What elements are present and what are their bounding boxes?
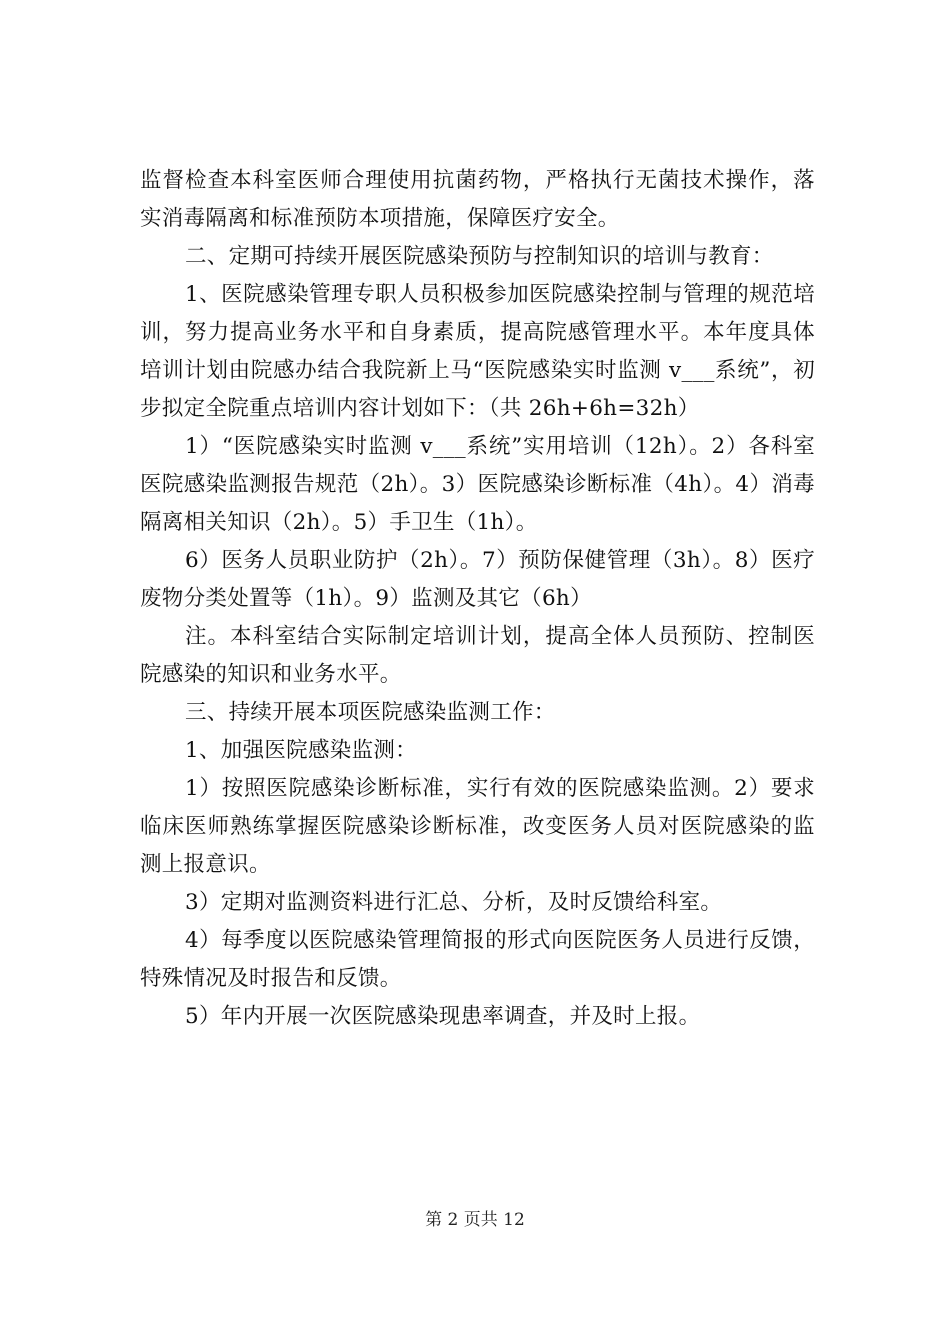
- paragraph: 3）定期对监测资料进行汇总、分析，及时反馈给科室。: [185, 890, 723, 915]
- paragraph: 1）“医院感染实时监测 v___系统”实用培训（12h）。2）各科室医院感染监测报告规范（2h）。3）医院感染诊断标准（4h）。4）消毒隔离相关知识（2h）。5）手卫生（1h）。: [140, 434, 815, 535]
- paragraph: 1、医院感染管理专职人员积极参加医院感染控制与管理的规范培训，努力提高业务水平和自身素质，提高院感管理水平。本年度具体培训计划由院感办结合我院新上马“医院感染实时监测 v___系统”，初步拟定全院重点培训内容计划如下：（共 26h+6h=32h）: [140, 282, 815, 421]
- paragraph: 5）年内开展一次医院感染现患率调查，并及时上报。: [185, 1004, 701, 1029]
- note-paragraph: 注。本科室结合实际制定培训计划，提高全体人员预防、控制医院感染的知识和业务水平。: [140, 624, 815, 687]
- sub-heading: 1、加强医院感染监测：: [185, 738, 417, 763]
- paragraph: 6）医务人员职业防护（2h）。7）预防保健管理（3h）。8）医疗废物分类处置等（1h）。9）监测及其它（6h）: [140, 548, 815, 611]
- section-heading: 三、持续开展本项医院感染监测工作：: [185, 700, 556, 725]
- document-body: [140, 162, 815, 1036]
- section-heading: 二、定期可持续开展医院感染预防与控制知识的培训与教育：: [185, 244, 774, 269]
- paragraph: 1）按照医院感染诊断标准，实行有效的医院感染监测。2）要求临床医师熟练掌握医院感染诊断标准，改变医务人员对医院感染的监测上报意识。: [140, 776, 815, 877]
- paragraph: 监督检查本科室医师合理使用抗菌药物，严格执行无菌技术操作，落实消毒隔离和标准预防本项措施，保障医疗安全。: [140, 168, 815, 231]
- page-number-footer: 第 2 页共 12: [425, 1210, 525, 1230]
- paragraph: 4）每季度以医院感染管理简报的形式向医院医务人员进行反馈，特殊情况及时报告和反馈。: [140, 928, 815, 991]
